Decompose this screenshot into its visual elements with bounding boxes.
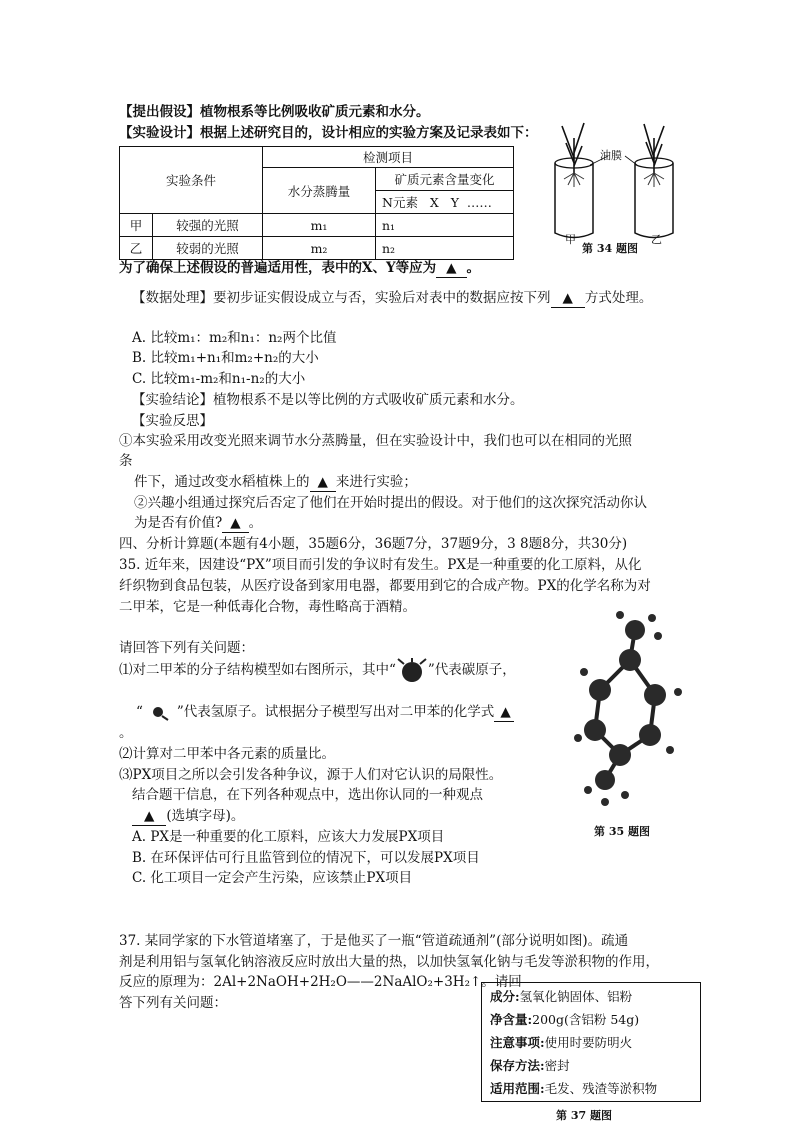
xy-question: 为了确保上述假设的普遍适用性，表中的X、Y等应为 ▲ 。 — [119, 260, 481, 276]
q35-p2: ⑵计算对二甲苯中各元素的质量比。 — [119, 746, 335, 762]
q35-p1b: “ ”代表氢原子。试根据分子模型写出对二甲苯的化学式 ▲ — [136, 703, 514, 722]
reflect-2a: ②兴趣小组通过探究后否定了他们在开始时提出的假设。对于他们的这次探究活动你认 — [134, 495, 647, 511]
q35-opt-a: A. PX是一种重要的化工原料，应该大力发展PX项目 — [132, 829, 445, 845]
design-line: 【实验设计】根据上述研究目的，设计相应的实验方案及记录表如下： — [119, 125, 538, 141]
q35-p3c: ▲ (选填字母)。 — [132, 807, 244, 826]
reflect-1c: 件下，通过改变水稻植株上的 ▲ 来进行实验； — [134, 474, 417, 490]
mineral-subheader: N元素 X Y …… — [376, 191, 514, 214]
q37-line1: 37. 某同学家的下水管道堵塞了，于是他买了一瓶“管道疏通剂”(部分说明如图)。疏通 — [119, 933, 629, 949]
col-condition: 实验条件 — [120, 147, 263, 214]
fig34-oil-label: 油膜 — [600, 149, 622, 162]
table-row: 甲 较强的光照 m₁ n₁ — [120, 214, 514, 237]
col-water: 水分蒸腾量 — [263, 168, 376, 214]
q35-opt-c: C. 化工项目一定会产生污染，应该禁止PX项目 — [132, 870, 413, 886]
reflect-1a: ①本实验采用改变光照来调节水分蒸腾量，但在实验设计中，我们也可以在相同的光照 — [119, 433, 632, 449]
q35-line2: 纤织物到食品包装，从医疗设备到家用电器，都要用到它的合成产物。PX的化学名称为对 — [119, 578, 651, 594]
product-storage: 保存方法:密封 — [490, 1058, 570, 1073]
product-note: 注意事项:使用时要防明火 — [490, 1035, 633, 1050]
product-net: 净含量:200g(含铝粉 54g) — [490, 1012, 640, 1027]
cylinder-b-icon — [635, 124, 673, 238]
cylinder-a-icon — [555, 123, 593, 238]
molecule-model-figure — [570, 610, 690, 815]
data-processing: 【数据处理】要初步证实假设成立与否，实验后对表中的数据应按下列 ▲ 方式处理。 — [132, 290, 653, 306]
q35-p1c: 。 — [119, 725, 133, 741]
q35-line3: 二甲苯，它是一种低毒化合物，毒性略高于酒精。 — [119, 599, 416, 615]
experiment-table — [119, 146, 514, 260]
q37-line2: 剂是利用铝与氢氧化钠溶液反应时放出大量的热，以加快氢氧化钠与毛发等淤积物的作用， — [119, 954, 659, 970]
q35-p1a: ⑴对二甲苯的分子结构模型如右图所示，其中“ ”代表碳原子， — [119, 661, 516, 679]
option-b: B. 比较m₁+n₁和m₂+n₂的大小 — [132, 350, 319, 366]
q37-line3: 反应的原理为：2Al+2NaOH+2H₂O——2NaAlO₂+3H₂↑。请回 — [119, 974, 522, 990]
fig37-caption: 第 37 题图 — [556, 1109, 612, 1122]
reflect-2b: 为是否有价值? ▲ 。 — [134, 515, 263, 531]
conclusion: 【实验结论】植物根系不是以等比例的方式吸收矿质元素和水分。 — [132, 392, 524, 408]
fig34-caption: 第 34 题图 — [582, 242, 638, 255]
q35-line1: 35. 近年来，因建设“PX”项目而引发的争议时有发生。PX是一种重要的化工原料，从化 — [119, 557, 642, 573]
section-4-heading: 四、分析计算题(本题有4小题，35题6分，36题7分，37题9分，3 8题8分，共30分) — [119, 536, 628, 552]
fig34-label-a: 甲 — [565, 233, 576, 246]
product-usage: 适用范围:毛发、残渣等淤积物 — [490, 1081, 658, 1096]
fig34-label-b: 乙 — [651, 233, 662, 246]
q35-ask: 请回答下列有关问题： — [119, 640, 254, 656]
reflect-label: 【实验反思】 — [132, 413, 213, 429]
q35-p3a: ⑶PX项目之所以会引发各种争议，源于人们对它认识的局限性。 — [119, 767, 503, 783]
col-detect: 检测项目 — [263, 147, 514, 168]
fig35-caption: 第 35 题图 — [594, 825, 650, 838]
hydrogen-atom-icon — [149, 705, 171, 721]
hypothesis-line: 【提出假设】植物根系等比例吸收矿质元素和水分。 — [119, 104, 430, 120]
product-composition: 成分:氢氧化钠固体、铝粉 — [490, 989, 633, 1004]
option-a: A. 比较m₁：m₂和n₁：n₂两个比值 — [132, 330, 337, 346]
figure-34 — [540, 118, 685, 258]
option-c: C. 比较m₁-m₂和n₁-n₂的大小 — [132, 371, 306, 387]
q35-opt-b: B. 在环保评估可行且监管到位的情况下，可以发展PX项目 — [132, 850, 480, 866]
col-mineral: 矿质元素含量变化 — [376, 168, 514, 191]
carbon-atom-icon — [396, 658, 428, 684]
q35-p3b: 结合题干信息，在下列各种观点中，选出你认同的一种观点 — [132, 787, 483, 803]
product-label-box — [481, 982, 701, 1102]
q37-line4: 答下列有关问题： — [119, 995, 227, 1011]
table-row: 乙 较弱的光照 m₂ n₂ — [120, 237, 514, 260]
reflect-1b: 条 — [119, 453, 133, 469]
